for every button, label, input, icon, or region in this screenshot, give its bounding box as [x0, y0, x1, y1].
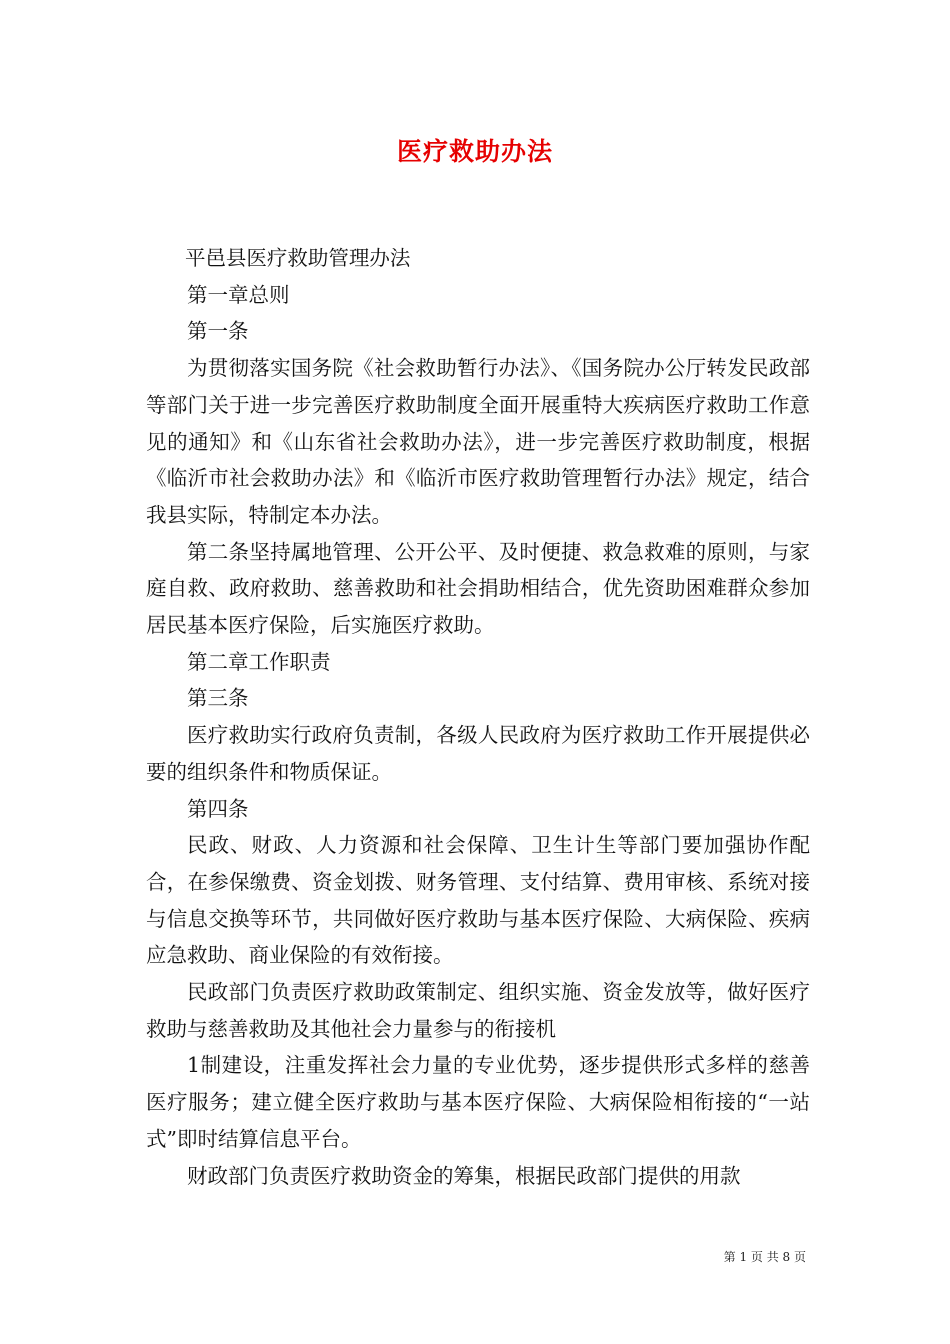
paragraph: 第一章总则 [187, 282, 290, 307]
paragraph: 第三条 [187, 686, 249, 711]
paragraph: 第四条 [187, 796, 249, 821]
document-body [146, 240, 810, 1194]
paragraph: 第二章工作职责 [187, 649, 331, 674]
paragraph: 民政、财政、人力资源和社会保障、卫生计生等部门要加强协作配合，在参保缴费、资金划拨、财务管理、支付结算、费用审核、系统对接与信息交换等环节，共同做好医疗救助与基本医疗保险、大病保险、疾病应急救助、商业保险的有效衔接。 [146, 833, 810, 968]
paragraph: 第一条 [187, 319, 249, 344]
paragraph: 民政部门负责医疗救助政策制定、组织实施、资金发放等，做好医疗救助与慈善救助及其他社会力量参与的衔接机 [146, 980, 810, 1041]
paragraph: 平邑县医疗救助管理办法 [184, 246, 411, 270]
page-number: 第 1 页 共 8 页 [723, 1250, 806, 1264]
paragraph: 第二条坚持属地管理、公开公平、及时便捷、救急救难的原则，与家庭自救、政府救助、慈善救助和社会捐助相结合，优先资助困难群众参加居民基本医疗保险，后实施医疗救助。 [146, 539, 810, 638]
paragraph: 1制建设，注重发挥社会力量的专业优势，逐步提供形式多样的慈善医疗服务；建立健全医疗救助与基本医疗保险、大病保险相衔接的“一站式”即时结算信息平台。 [146, 1053, 810, 1151]
document-title: 医疗救助办法 [396, 137, 553, 166]
paragraph: 为贯彻落实国务院《社会救助暂行办法》、《国务院办公厅转发民政部等部门关于进一步完善医疗救助制度全面开展重特大疾病医疗救助工作意见的通知》和《山东省社会救助办法》，进一步完善医疗救助制度，根据《临沂市社会救助办法》和《临沂市医疗救助管理暂行办法》规定，结合我县实际，特制定本办法。 [146, 356, 810, 527]
paragraph: 财政部门负责医疗救助资金的筹集，根据民政部门提供的用款 [187, 1163, 741, 1188]
paragraph: 医疗救助实行政府负责制，各级人民政府为医疗救助工作开展提供必要的组织条件和物质保证。 [146, 723, 810, 784]
